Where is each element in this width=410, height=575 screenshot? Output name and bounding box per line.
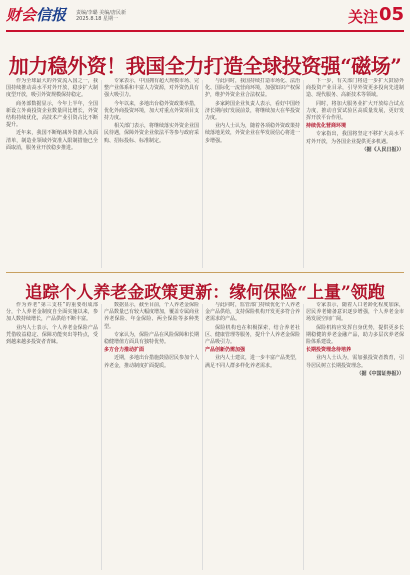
paragraph: 业内人士认为，随着各项稳外资政策持续落地见效，外资企业在华发展信心将进一步增强。 — [205, 123, 300, 144]
column-divider — [101, 80, 102, 268]
article1-column-2 — [104, 78, 199, 268]
article2-headline: 追踪个人养老金政策更新：缘何保险“上量”领跑 — [25, 283, 385, 303]
logo-red-text: 财会 — [6, 6, 37, 24]
article-separator — [6, 272, 404, 273]
article1-column-4 — [306, 78, 404, 268]
paragraph: 下一步，有关部门将进一步扩大鼓励外商投资产业目录，引导外资更多投向先进制造、现代服务、高新技术等领域。 — [306, 78, 404, 99]
paragraph: 专家认为，保险产品在风险保障和长期稳健增值方面具有独特优势。 — [104, 331, 199, 346]
header-rule — [6, 30, 404, 32]
paragraph: 保险机构应发挥自身优势，提供更多长期稳健的养老金融产品，助力多层次养老保险体系建设。 — [306, 324, 404, 346]
article-source: （据《中国证券报》） — [356, 370, 404, 377]
section-subhead: 多方合力推动扩面 — [104, 347, 145, 354]
paragraph: 与此同时，我国持续打造市场化、法治化、国际化一流营商环境，加强知识产权保护，维护外资企业合法权益。 — [205, 78, 300, 99]
paragraph: 业内人士表示，个人养老金保险产品凭借收益稳定、保障功能突出等特点，受到越来越多投资者青睐。 — [6, 324, 98, 346]
section-subhead: 产品创新仍需加强 — [205, 347, 246, 354]
paragraph: 业内人士认为，需加强投资者教育，引导居民树立长期投资理念。 — [306, 355, 404, 369]
newspaper-logo — [6, 4, 66, 25]
paragraph: 商务部数据显示，今年上半年，全国新设立外商投资企业数量同比增长，外资结构持续优化，高技术产业引资占比不断提升。 — [6, 100, 98, 129]
column-divider — [202, 80, 203, 268]
paragraph: 近年来，我国不断缩减外资准入负面清单，制造业领域外资准入限制措施已全面取消，服务业开放稳步推进。 — [6, 130, 98, 151]
paragraph: 保险机构也在积极探索，结合养老社区、健康管理等服务，提升个人养老金保险产品吸引力。 — [205, 324, 300, 346]
article-source: （据《人民日报》） — [361, 146, 404, 153]
paragraph: 多家跨国企业负责人表示，看好中国经济长期向好发展前景，将继续加大在华投资力度。 — [205, 100, 300, 122]
paragraph: 业内人士建议，进一步丰富产品类型，满足不同人群多样化养老需求。 — [205, 355, 300, 369]
column-divider — [303, 304, 304, 570]
section-title: 关注 — [347, 8, 378, 26]
article2-column-2 — [104, 302, 199, 570]
paragraph: 作为养老“第三支柱”的重要组成部分，个人养老金制度自全面实施以来，参加人数持续增长，产品供给不断丰富。 — [6, 302, 98, 323]
column-divider — [303, 80, 304, 268]
section-subhead: 长期投资理念待培养 — [306, 347, 352, 354]
article1-column-1 — [6, 78, 98, 268]
paragraph: 专家表示，中国拥有超大规模市场、完整产业体系和丰富人力资源，对外资仍具有强大吸引力。 — [104, 78, 199, 99]
paragraph: 与此同时，监管部门持续优化个人养老金产品供给，支持保险机构开发更多符合养老需求的产品。 — [205, 302, 300, 323]
paragraph: 专家指出，我国将坚定不移扩大高水平对外开放，为各国企业提供更多机遇。 — [306, 131, 404, 145]
paragraph: 近期，多地出台措施鼓励居民参加个人养老金，推动制度扩面提质。 — [104, 355, 199, 369]
paragraph: 今年以来，多地出台稳外资政策举措，优化外商投资环境，加大对重点外资项目支持力度。 — [104, 100, 199, 122]
paragraph: 数据显示，截至目前，个人养老金保险产品数量已有较大幅度增加，覆盖专属商业养老保险、年金保险、两全保险等多种类型。 — [104, 302, 199, 330]
paragraph: 相关部门表示，将继续落实外资企业国民待遇，保障外资企业依法平等参与政府采购、招标投标、标准制定。 — [104, 123, 199, 144]
paragraph: 专家表示，随着人口老龄化程度加深，居民养老储备意识逐步增强，个人养老金市场发展空间广阔。 — [306, 302, 404, 323]
article2-column-4 — [306, 302, 404, 570]
column-divider — [101, 304, 102, 570]
logo-blue-text: 信报 — [36, 6, 67, 24]
paragraph: 同时，将加大服务业扩大开放综合试点力度，推动自贸试验区高质量发展，更好发挥开放平台作用。 — [306, 100, 404, 122]
column-divider — [202, 304, 203, 570]
paragraph: 作为全球最大的外资流入国之一，我国持续推动高水平对外开放，稳步扩大制度型开放，吸引外资规模保持稳定。 — [6, 78, 98, 99]
editor-line: 责编/李璐 美编/唐民新 — [76, 10, 126, 16]
article2-column-1 — [6, 302, 98, 570]
article1-headline: 加力稳外资！我国全力打造全球投资强“磁场” — [8, 54, 402, 78]
article1-column-3 — [205, 78, 300, 268]
section-subhead: 持续优化营商环境 — [306, 123, 347, 130]
publication-info — [76, 10, 126, 22]
date-line: 2025.8.18 星期一 — [76, 16, 119, 22]
page-number: 05 — [378, 4, 404, 25]
article2-column-3 — [205, 302, 300, 570]
